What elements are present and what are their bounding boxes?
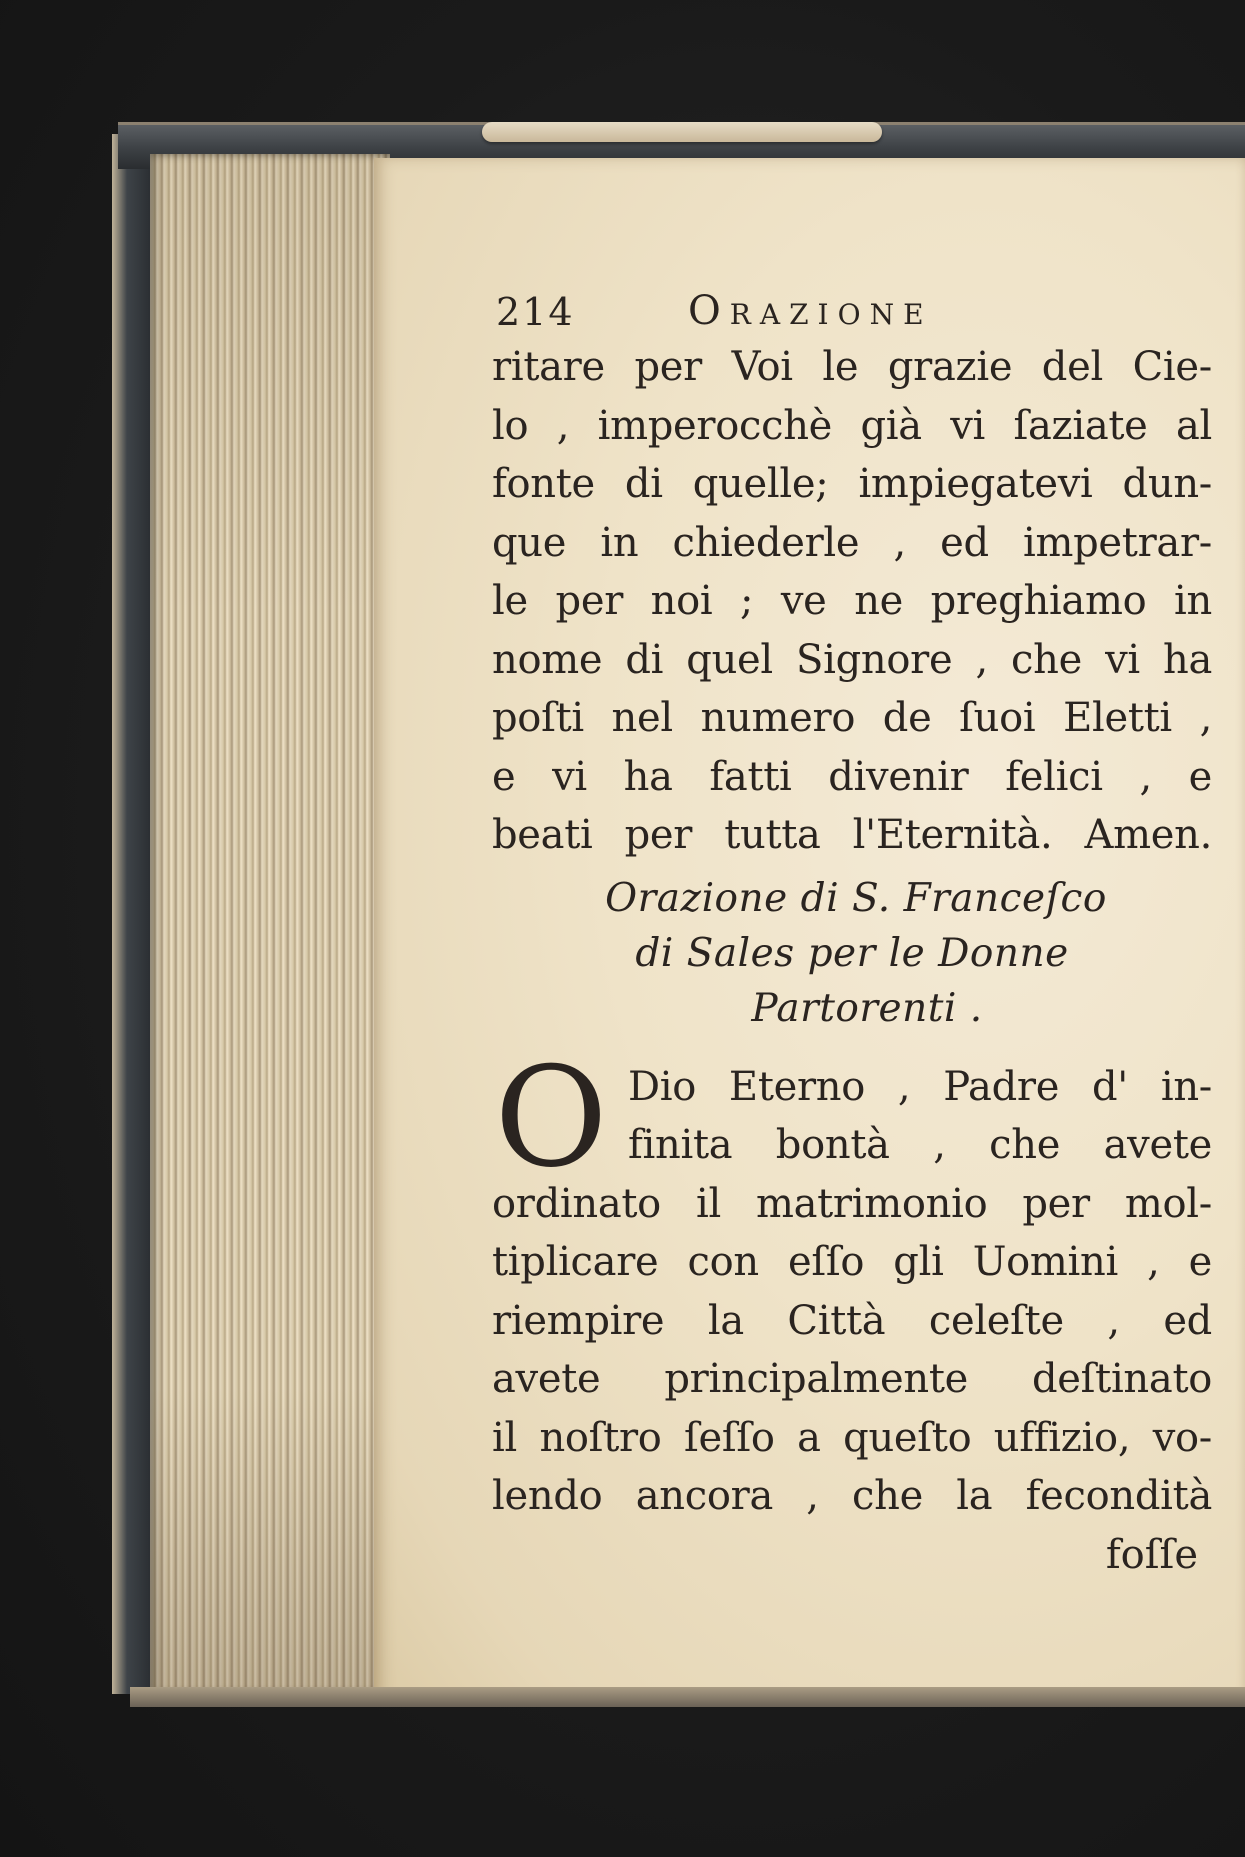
page-header (492, 280, 1212, 338)
text-line: lo , imperocchè già vi ſaziate al (492, 402, 1212, 449)
text-line: poſti nel numero de ſuoi Eletti , (492, 695, 1212, 741)
section-title-line: Partorenti . (751, 985, 983, 1031)
text-line: que in chiederle , ed impetrar- (492, 519, 1212, 566)
text-line: avete principalmente deſtinato (492, 1356, 1212, 1402)
catchword: foſſe (1105, 1531, 1198, 1578)
text-line: tiplicare con eſſo gli Uomini , e (492, 1239, 1212, 1285)
text-line: ordinato il matrimonio per mol- (492, 1180, 1212, 1227)
section-title-line: Orazione di S. Franceſco (605, 875, 1107, 921)
running-title: Orazione (688, 288, 933, 334)
drop-cap-initial: O (494, 1036, 608, 1198)
text-line: nome di quel Signore , che vi ha (492, 636, 1212, 683)
text-line: e vi ha fatti divenir felici , e (492, 753, 1212, 800)
book-cover-bottom (130, 1687, 1245, 1707)
text-line: fonte di quelle; impiegatevi dun- (492, 461, 1212, 507)
page-edges (150, 154, 390, 1694)
text-line: beati per tutta l'Eternità. Amen. (492, 812, 1212, 858)
text-line: finita bontà , che avete (628, 1122, 1212, 1168)
paragraph-continued (492, 338, 1212, 865)
text-line: le per noi ; ve ne preghiamo in (492, 578, 1212, 624)
text-line: Dio Eterno , Padre d' in- (628, 1063, 1212, 1110)
page-number: 214 (496, 290, 575, 334)
headband (482, 122, 882, 142)
text-line: riempire la Città celeſte , ed (492, 1297, 1212, 1344)
text-line: lendo ancora , che la fecondità (492, 1473, 1212, 1519)
text-line: il noſtro ſeſſo a queſto uffizio, vo- (492, 1414, 1212, 1461)
prayer-paragraph (492, 1036, 1212, 1585)
text-line: ritare per Voi le grazie del Cie- (492, 344, 1212, 390)
section-title (492, 871, 1212, 1036)
page-text (492, 280, 1212, 1584)
section-title-line: di Sales per le Donne (635, 930, 1069, 976)
